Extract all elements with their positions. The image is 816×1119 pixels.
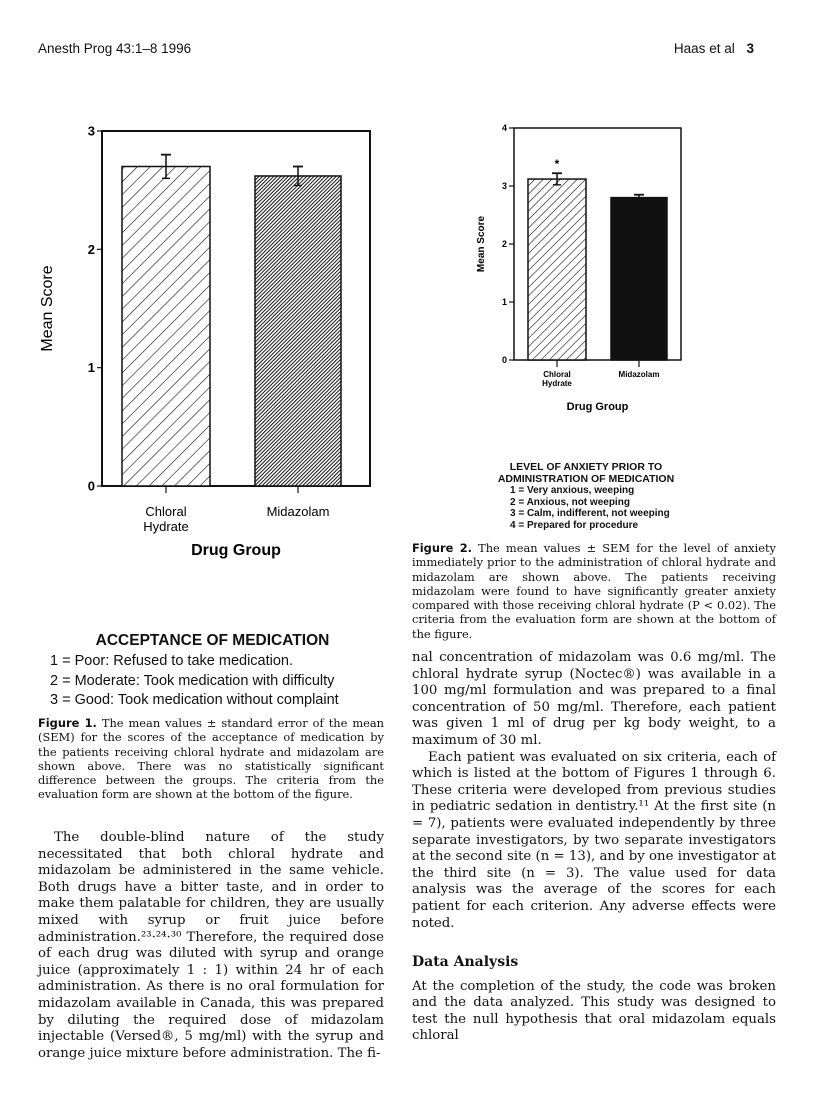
fig2-legend-item: 1 = Very anxious, weeping <box>510 485 635 496</box>
x-tick-label: Hydrate <box>143 518 189 534</box>
body-paragraph: Each patient was evaluated on six criteria, each of which is listed at the bottom of Figures 1 through 6. These criteria were developed from previous studies in pediatric sedation in dentistry.¹¹ At the first site (n = 7), patients were evaluated independently by three separate investigators, by two separate investigators at the second site (n = 13), and by one investigator at the third site (n = 3). The value used for data analysis was the average of the scores for each patient for each criterion. Any adverse effects were noted. <box>412 749 776 931</box>
x-axis-label: Drug Group <box>566 401 629 413</box>
body-paragraph: nal concentration of midazolam was 0.6 mg/ml. The chloral hydrate syrup (Noctec®) was available in a 100 mg/ml formulation and was prepared to a final concentration of 50 mg/ml. Therefore, each patient was given 1 ml of drug per kg body weight, to a maximum of 30 ml. <box>412 650 776 748</box>
y-tick-label: 0 <box>87 478 95 494</box>
fig2-legend-title <box>400 461 772 485</box>
y-axis-label: Mean Score <box>476 215 487 273</box>
caption-text: The mean values ± SEM for the level of anxiety immediately prior to the administration of chloral hydrate and midazolam are shown above. The patients receiving midazolam were found to have significantly greater anxiety compared with those receiving chloral hydrate (P < 0.02). The criteria from the evaluation form are shown at the bottom of the figure. <box>412 541 776 641</box>
y-tick-label: 4 <box>501 123 507 134</box>
caption-label: Figure 2. <box>412 541 473 555</box>
running-header <box>674 41 754 56</box>
bar <box>528 179 586 360</box>
y-tick-label: 2 <box>87 241 95 257</box>
x-tick-label: Chloral <box>145 504 187 519</box>
x-tick-label: Midazolam <box>266 504 330 519</box>
fig2-legend-item: 4 = Prepared for procedure <box>510 519 639 531</box>
fig1-legend-item: 3 = Good: Took medication without complaint <box>50 692 339 708</box>
right-column-text <box>412 650 776 1045</box>
significance-marker: * <box>554 157 560 172</box>
y-tick-label: 3 <box>501 181 507 192</box>
fig1-legend-item: 2 = Moderate: Took medication with difficulty <box>50 672 335 689</box>
fig2-legend-item: 3 = Calm, indifferent, not weeping <box>510 508 670 520</box>
authors: Haas et al <box>673 41 735 56</box>
fig2-legend-title-line: LEVEL OF ANXIETY PRIOR TO <box>509 461 663 473</box>
y-tick-label: 0 <box>501 355 507 366</box>
figure-1-caption <box>38 716 384 802</box>
caption-label: Figure 1. <box>38 716 97 730</box>
bar <box>611 198 667 360</box>
y-tick-label: 1 <box>87 360 95 376</box>
fig2-legend-item: 2 = Anxious, not weeping <box>510 496 630 508</box>
x-tick-label: Midazolam <box>618 370 660 379</box>
x-tick-label: Chloral <box>543 370 571 379</box>
bar <box>255 176 341 486</box>
caption-text: The mean values ± standard error of the mean (SEM) for the scores of the acceptance of medication by the patients receiving chloral hydrate and midazolam are shown above. There was no statistically significant difference between the groups. The criteria from the evaluation form are shown at the bottom of the figure. <box>38 716 385 802</box>
y-tick-label: 2 <box>501 239 507 250</box>
body-paragraph: The double-blind nature of the study necessitated that both chloral hydrate and midazolam be administered in the same vehicle. Both drugs have a bitter taste, and in order to make them palatable for children, they are usually mixed with syrup or fruit juice before administration.²³·²⁴·³⁰ Therefore, the required dose of each drug was diluted with syrup and orange juice (approximately 1 : 1) within 24 hr of each administration. As there is no oral formulation for midazolam available in Canada, this was prepared by diluting the required dose of midazolam injectable (Versed®, 5 mg/ml) with the syrup and orange juice mixture before administration. The fi- <box>38 830 384 1061</box>
x-axis-label: Drug Group <box>191 542 281 559</box>
section-heading: Data Analysis <box>412 954 519 971</box>
body-paragraph: At the completion of the study, the code was broken and the data analyzed. This study was designed to test the null hypothesis that oral midazolam equals chloral <box>412 978 776 1044</box>
fig1-legend-item: 1 = Poor: Refused to take medication. <box>50 653 294 669</box>
bar <box>122 167 210 487</box>
y-tick-label: 1 <box>501 297 507 308</box>
figure-1-chart <box>0 100 400 570</box>
fig1-legend-title: ACCEPTANCE OF MEDICATION <box>95 632 330 649</box>
fig1-legend <box>50 652 339 711</box>
fig2-legend-title-line: ADMINISTRATION OF MEDICATION <box>497 473 675 485</box>
page-number: 3 <box>746 41 754 56</box>
y-tick-label: 3 <box>87 123 95 139</box>
y-axis-label: Mean Score <box>39 265 56 352</box>
journal-citation: Anesth Prog 43:1–8 1996 <box>38 41 192 56</box>
figure-2-caption <box>412 541 776 641</box>
figure-2-chart <box>400 110 730 420</box>
fig2-legend <box>510 485 670 531</box>
x-tick-label: Hydrate <box>542 379 572 389</box>
